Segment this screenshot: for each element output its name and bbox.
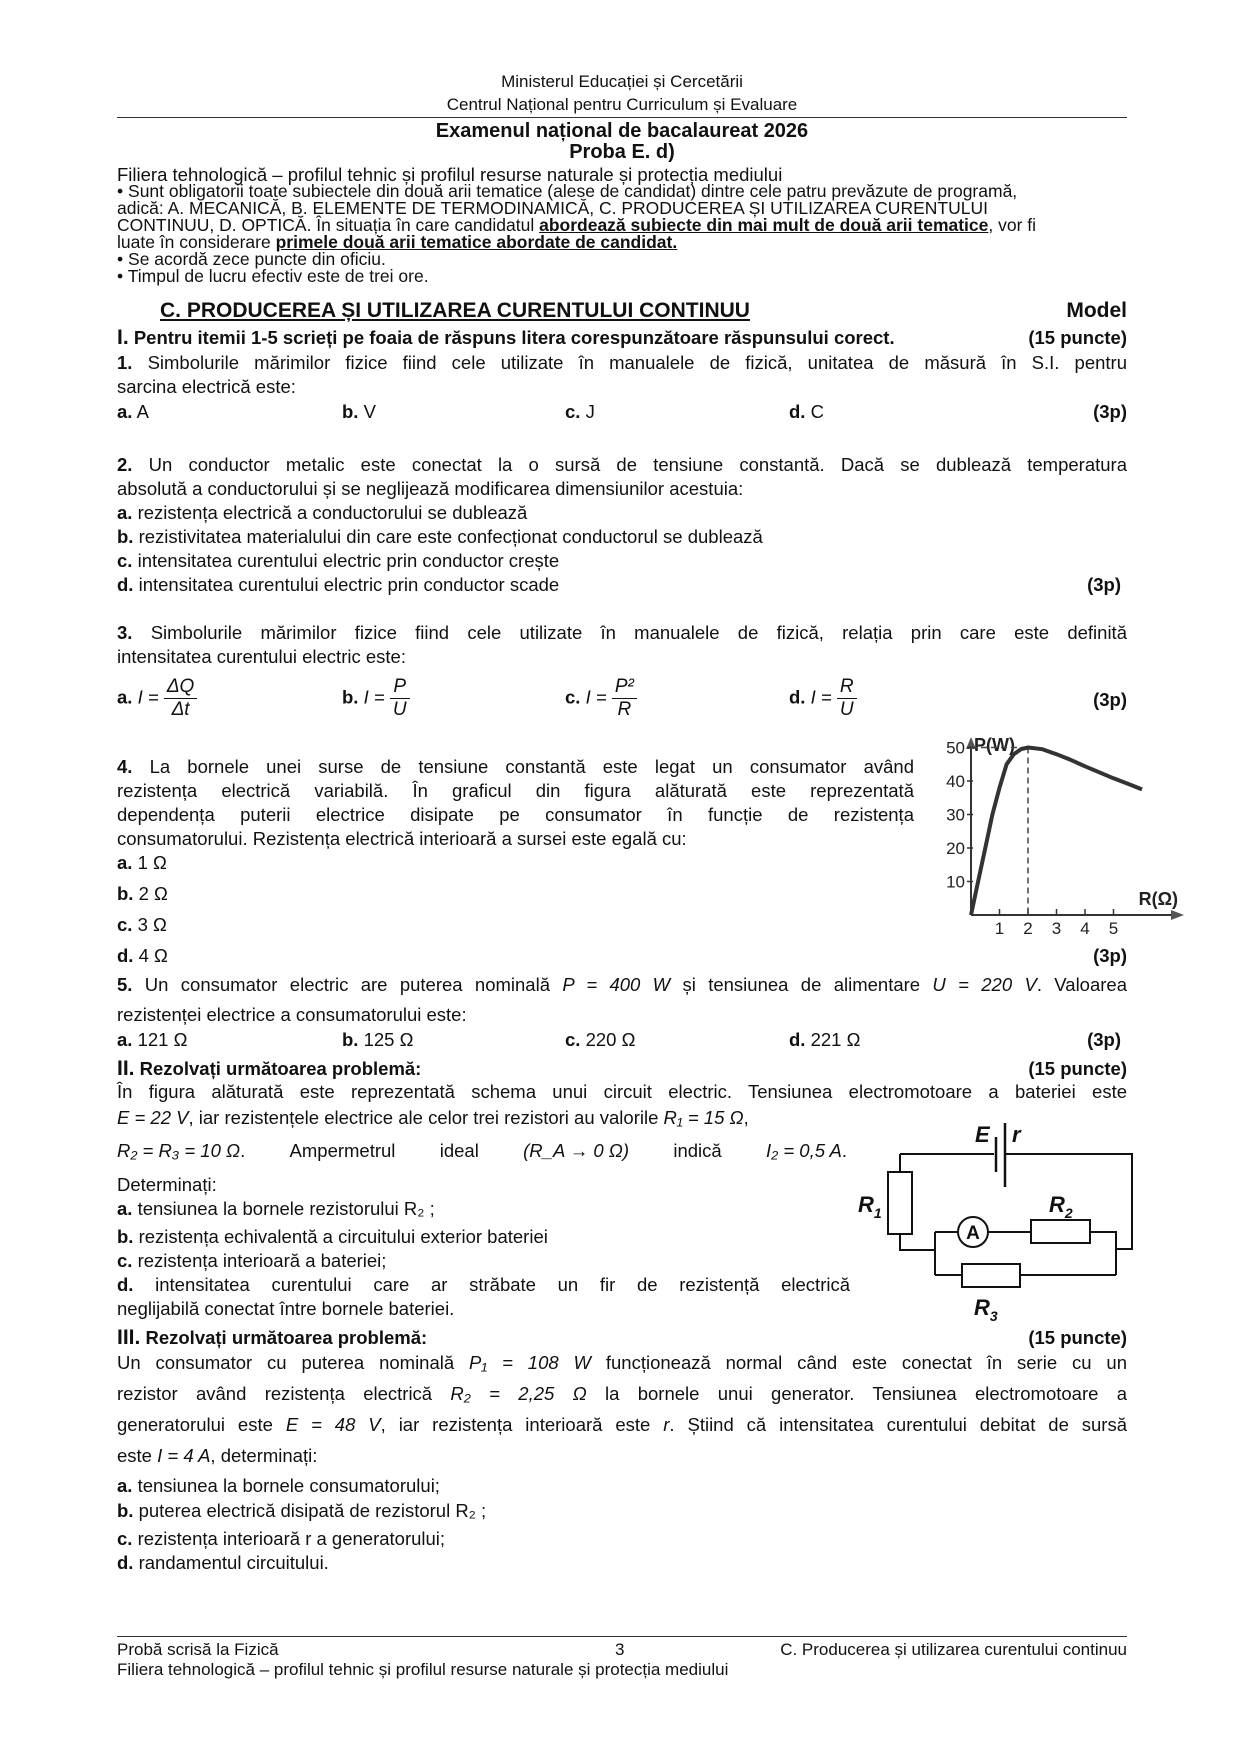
q4-text-line: rezistența electrică variabilă. În graficul din figura alăturată este reprezentată [117, 780, 914, 801]
problem-text: funcționează normal când este conectat în serie cu un [590, 1352, 1127, 1373]
q1-option-a[interactable] [117, 401, 149, 422]
part-heading-text: Rezolvați următoarea problemă: [145, 1327, 428, 1348]
fraction-numerator: R [837, 676, 857, 699]
r3-label-main: R [974, 1295, 990, 1320]
formula-lhs: I = [363, 686, 385, 708]
q1-text-line2: sarcina electrică este: [117, 376, 296, 397]
q1-text-line1 [117, 352, 1127, 374]
part2-intro-line3 [117, 1140, 847, 1161]
part3-heading [117, 1327, 427, 1348]
option-letter: d. [117, 945, 134, 966]
item-text: intensitatea curentului care ar străbate un fir de rezistență electrică [155, 1274, 851, 1295]
option-letter: c. [117, 550, 133, 571]
option-letter: b. [342, 401, 359, 422]
problem-text: . [841, 1140, 847, 1161]
option-text: intensitatea curentului electric prin conductor scade [138, 574, 560, 595]
exam-title: Examenul național de bacalaureat 2026 [435, 120, 809, 142]
item-letter: d. [117, 1274, 134, 1295]
option-letter: a. [117, 686, 133, 708]
model-label: Model [1066, 299, 1127, 322]
option-letter: c. [117, 914, 133, 935]
formula-r2-r3: R₂ = R₃ = 10 Ω [117, 1140, 241, 1161]
bullet-icon: • [117, 266, 124, 286]
instructions [117, 183, 1127, 285]
question-text: Simbolurile mărimilor fizice fiind cele utilizate în manualele de fizică, unitatea de măsură în S.I. pentru [147, 352, 1128, 373]
q5-option-d[interactable] [789, 1029, 860, 1050]
footer-left: Probă scrisă la Fizică [117, 1640, 279, 1659]
q2-points: (3p) [1087, 574, 1121, 595]
q5-option-a[interactable] [117, 1029, 187, 1050]
item-text: rezistența echivalentă a circuitului exterior bateriei [138, 1226, 548, 1247]
formula-p1: P₁ = 108 W [469, 1352, 591, 1373]
r1-label [858, 1192, 882, 1221]
formula-current: I = 4 A [157, 1445, 211, 1466]
option-letter: a. [117, 852, 133, 873]
y-axis-label: P(W) [974, 735, 1015, 755]
formula-lhs: I = [137, 686, 159, 708]
part3-item-b [117, 1500, 486, 1521]
fraction-denominator: R [617, 699, 632, 720]
q5-text-line2: rezistenței electrice a consumatorului este: [117, 1004, 467, 1025]
internal-resistance-label: r [1012, 1122, 1021, 1147]
part3-item-d [117, 1552, 329, 1573]
circuit-diagram [841, 1110, 1134, 1330]
fraction-denominator: Δt [171, 699, 190, 720]
item-letter: b. [117, 1500, 134, 1521]
problem-text: Un consumator cu puterea nominală [117, 1352, 470, 1373]
formula-ammeter-resistance: (R_A → 0 Ω) [523, 1140, 630, 1161]
option-text: 220 Ω [585, 1029, 636, 1050]
option-text: 1 Ω [137, 852, 167, 873]
q3-option-c[interactable] [565, 676, 637, 721]
x-tick-label: 2 [1023, 919, 1033, 938]
q4-text [117, 756, 914, 849]
formula-lhs: I = [585, 686, 607, 708]
q4-option-a[interactable] [117, 852, 167, 873]
part2-item-d [117, 1274, 850, 1296]
option-letter: d. [789, 686, 806, 708]
part-number: II. [117, 1057, 135, 1080]
option-text: 4 Ω [138, 945, 168, 966]
option-text: 125 Ω [363, 1029, 414, 1050]
q4-points: (3p) [1093, 945, 1127, 966]
power-curve [971, 748, 1142, 916]
question-number: 1. [117, 352, 133, 373]
problem-text: rezistor având rezistența electrică [117, 1383, 451, 1404]
q5-option-b[interactable] [342, 1029, 413, 1050]
problem-text: , [743, 1107, 749, 1128]
test-name: Proba E. d) [569, 141, 675, 163]
problem-text: , determinați: [210, 1445, 318, 1466]
question-number: 4. [117, 756, 133, 777]
part3-line2 [117, 1383, 1127, 1405]
part2-heading [117, 1058, 421, 1079]
wire [900, 1234, 935, 1250]
q1-option-b[interactable] [342, 401, 376, 422]
part2-item-a [117, 1198, 435, 1219]
r3-label-subscript: 3 [989, 1308, 998, 1324]
instruction-text: Se acordă zece puncte din oficiu. [128, 249, 386, 269]
q3-text-line2: intensitatea curentului electric este: [117, 646, 406, 667]
question-number: 5. [117, 974, 133, 995]
r2-label-subscript: 2 [1064, 1205, 1073, 1221]
option-text: 121 Ω [137, 1029, 188, 1050]
problem-text: . Știind că intensitatea curentului debitat de sursă [669, 1414, 1128, 1435]
item-letter: b. [117, 1226, 134, 1247]
item-letter: d. [117, 1552, 134, 1573]
resistor-r3 [962, 1264, 1020, 1287]
footer-page-number: 3 [615, 1640, 625, 1659]
problem-text: , iar rezistențele electrice ale celor trei rezistori au valorile [188, 1107, 664, 1128]
instruction-text: luate în considerare [117, 232, 276, 252]
q4-text-line: dependența puterii electrice disipate pe consumator în funcție de rezistența [117, 804, 914, 825]
resistor-r2 [1031, 1220, 1090, 1243]
formula-r1: R₁ = 15 Ω [663, 1107, 744, 1128]
item-text: rezistența interioară a bateriei; [137, 1250, 387, 1271]
part-number: III. [117, 1326, 141, 1349]
part3-line4 [117, 1445, 317, 1466]
option-text: 2 Ω [138, 883, 168, 904]
question-text: . Valoarea [1036, 974, 1127, 995]
item-text: puterea electrică disipată de rezistorul R₂ ; [138, 1500, 487, 1521]
formula-power: P = 400 W [562, 974, 671, 995]
fraction-numerator: P² [612, 676, 637, 699]
formula-fraction [390, 676, 410, 721]
formula-voltage: U = 220 V [932, 974, 1037, 995]
instruction-bullet-3 [117, 268, 1127, 285]
x-tick-label: 3 [1051, 919, 1062, 938]
instruction-text: CONTINUU, D. OPTICĂ. În situația în care candidatul [117, 215, 540, 235]
item-text: rezistența interioară r a generatorului; [137, 1528, 446, 1549]
item-letter: a. [117, 1475, 133, 1496]
q2-text-line2: absolută a conductorului și se neglijează modificarea dimensiunilor acestuia: [117, 478, 744, 499]
formula-emf: E = 48 V [285, 1414, 381, 1435]
x-axis-label: R(Ω) [1138, 889, 1178, 909]
q4-option-d[interactable] [117, 945, 168, 966]
option-letter: d. [117, 574, 134, 595]
y-tick-label: 50 [946, 738, 965, 758]
option-text: C [810, 401, 824, 422]
q5-text-line1 [117, 974, 1127, 996]
part-number: I. [117, 326, 129, 349]
wire [1005, 1154, 1132, 1249]
question-text: și tensiunea de alimentare [670, 974, 933, 995]
option-letter: a. [117, 502, 133, 523]
part2-points: (15 puncte) [1028, 1058, 1127, 1079]
power-vs-resistance-chart [916, 735, 1236, 950]
q1-option-d[interactable] [789, 401, 824, 422]
option-letter: b. [342, 686, 359, 708]
formula-r: r [663, 1414, 670, 1435]
option-letter: b. [117, 883, 134, 904]
formula-fraction [164, 676, 198, 721]
part3-item-a [117, 1475, 440, 1496]
r3-label [974, 1295, 998, 1324]
option-text: A [136, 401, 149, 422]
q2-option-b[interactable] [117, 526, 763, 547]
q3-points: (3p) [1093, 689, 1127, 710]
instruction-line: adică: A. MECANICĂ, B. ELEMENTE DE TERMODINAMICĂ, C. PRODUCEREA ȘI UTILIZAREA CURENTULUI [117, 198, 988, 218]
emf-label: E [975, 1122, 990, 1147]
option-letter: b. [117, 526, 134, 547]
part2-intro-line1: În figura alăturată este reprezentată schema unui circuit electric. Tensiunea electromotoare a bateriei este [117, 1081, 1127, 1102]
part2-item-b [117, 1226, 548, 1247]
part3-line1 [117, 1352, 1127, 1374]
option-letter: a. [117, 401, 133, 422]
q4-option-b[interactable] [117, 883, 168, 904]
option-text: J [585, 401, 595, 422]
option-letter: b. [342, 1029, 359, 1050]
part3-item-c [117, 1528, 445, 1549]
formula-group [117, 1140, 245, 1161]
item-letter: a. [117, 1198, 133, 1219]
item-text: tensiunea la bornele rezistorului R₂ ; [137, 1198, 435, 1219]
center-name: Centrul Național pentru Curriculum și Evaluare [446, 95, 798, 114]
q4-option-c[interactable] [117, 914, 167, 935]
resistor-r1 [888, 1172, 912, 1234]
footer-track: Filiera tehnologică – profilul tehnic și profilul resurse naturale și protecția mediului [117, 1660, 729, 1679]
option-letter: d. [789, 1029, 806, 1050]
q1-option-c[interactable] [565, 401, 595, 422]
q2-option-a[interactable] [117, 502, 527, 523]
formula-lhs: I = [810, 686, 832, 708]
option-letter: c. [565, 686, 581, 708]
wire [1090, 1232, 1116, 1275]
option-letter: d. [789, 401, 806, 422]
q5-points: (3p) [1087, 1029, 1121, 1050]
part-heading-text: Pentru itemii 1-5 scrieți pe foaia de răspuns litera corespunzătoare răspunsului corect. [133, 327, 895, 348]
part2-determine: Determinați: [117, 1174, 217, 1195]
item-text: tensiunea la bornele consumatorului; [137, 1475, 440, 1496]
x-tick-label: 5 [1108, 919, 1119, 938]
problem-text: la bornele unui generator. Tensiunea electromotoare a [586, 1383, 1128, 1404]
option-letter: c. [565, 1029, 581, 1050]
y-tick-label: 10 [946, 872, 965, 892]
formula-fraction [612, 676, 637, 721]
instruction-emphasis: primele două arii tematice abordate de candidat. [275, 232, 678, 252]
item-letter: c. [117, 1250, 133, 1271]
y-tick-label: 20 [946, 839, 965, 858]
ammeter-label: A [966, 1223, 980, 1244]
formula-current-i2: I₂ = 0,5 A [766, 1140, 842, 1161]
option-letter: a. [117, 1029, 133, 1050]
instruction-text: Sunt obligatorii toate subiectele din două arii tematice (alese de candidat) dintre cele patru prevăzute de programă, [128, 181, 1018, 201]
x-tick-label: 1 [994, 919, 1005, 938]
x-tick-label: 4 [1080, 919, 1090, 938]
y-tick-label: 40 [946, 772, 965, 791]
problem-text: este [117, 1445, 158, 1466]
q3-option-d[interactable] [789, 676, 857, 721]
part1-points: (15 puncte) [1028, 327, 1127, 348]
problem-text: Ampermetrul [289, 1140, 396, 1161]
part1-heading [117, 327, 895, 348]
problem-text: generatorului este [117, 1414, 286, 1435]
fraction-numerator: ΔQ [164, 676, 198, 699]
option-text: 3 Ω [137, 914, 167, 935]
footer-right: C. Producerea și utilizarea curentului continuu [780, 1640, 1127, 1659]
formula-r2: R₂ = 2,25 Ω [450, 1383, 587, 1404]
q2-option-c[interactable] [117, 550, 559, 571]
fraction-numerator: P [390, 676, 410, 699]
part2-item-d-line2: neglijabilă conectat între bornele bateriei. [117, 1298, 455, 1319]
q3-option-b[interactable] [342, 676, 410, 721]
option-text: 221 Ω [810, 1029, 861, 1050]
item-text: randamentul circuitului. [138, 1552, 329, 1573]
option-letter: c. [565, 401, 581, 422]
fraction-denominator: U [392, 699, 407, 720]
track-line: Filiera tehnologică – profilul tehnic și profilul resurse naturale și protecția mediului [117, 164, 783, 185]
q2-text-line1 [117, 454, 1127, 476]
question-text: Un conductor metalic este conectat la o sursă de tensiune constantă. Dacă se dublează temperatura [148, 454, 1127, 475]
y-tick-label: 30 [946, 805, 965, 825]
part2-item-c [117, 1250, 386, 1271]
fraction-denominator: U [839, 699, 854, 720]
question-text: Un consumator electric are puterea nominală [144, 974, 563, 995]
item-letter: c. [117, 1528, 133, 1549]
option-text: rezistivitatea materialului din care este confecționat conductorul se dublează [138, 526, 763, 547]
section-title: C. PRODUCEREA ȘI UTILIZAREA CURENTULUI CONTINUU [160, 299, 750, 322]
r1-label-main: R [858, 1192, 874, 1217]
problem-text: indică [673, 1140, 722, 1161]
r1-label-subscript: 1 [873, 1205, 882, 1221]
part3-line3 [117, 1414, 1127, 1436]
option-text: rezistența electrică a conductorului se dublează [137, 502, 528, 523]
r2-label-main: R [1049, 1192, 1065, 1217]
q2-option-d[interactable] [117, 574, 559, 595]
q4-text-line [117, 756, 914, 778]
bullet-icon: • [117, 181, 124, 201]
formula-emf: E = 22 V [117, 1107, 189, 1128]
problem-text: ideal [439, 1140, 479, 1161]
option-text: V [363, 401, 376, 422]
formula-group [766, 1140, 847, 1161]
instruction-text: , vor fi [988, 215, 1037, 235]
option-text: intensitatea curentului electric prin conductor crește [137, 550, 560, 571]
q3-text-line1 [117, 622, 1127, 644]
q3-option-a[interactable] [117, 676, 197, 721]
instruction-emphasis: abordează subiecte din mai mult de două arii tematice [539, 215, 989, 235]
bullet-icon: • [117, 249, 124, 269]
formula-fraction [837, 676, 857, 721]
question-text: Simbolurile mărimilor fizice fiind cele utilizate în manualele de fizică, relația prin care este definită [150, 622, 1127, 643]
q5-option-c[interactable] [565, 1029, 635, 1050]
x-axis-arrow-icon [1171, 910, 1184, 920]
footer-divider [117, 1636, 1127, 1637]
part3-points: (15 puncte) [1028, 1327, 1127, 1348]
q4-text-line: consumatorului. Rezistența electrică interioară a sursei este egală cu: [117, 828, 687, 849]
ministry-name: Ministerul Educației și Cercetării [501, 72, 743, 91]
question-number: 3. [117, 622, 133, 643]
r2-label [1049, 1192, 1073, 1221]
part-heading-text: Rezolvați următoarea problemă: [139, 1058, 422, 1079]
q1-points: (3p) [1093, 401, 1127, 422]
problem-text: , iar rezistența interioară este [380, 1414, 664, 1435]
question-text: La bornele unei surse de tensiune constantă este legat un consumator având [149, 756, 915, 777]
instruction-text: Timpul de lucru efectiv este de trei ore. [127, 266, 429, 286]
problem-text: . [240, 1140, 246, 1161]
part2-intro-line2 [117, 1107, 749, 1128]
question-number: 2. [117, 454, 133, 475]
header-divider [117, 117, 1127, 118]
